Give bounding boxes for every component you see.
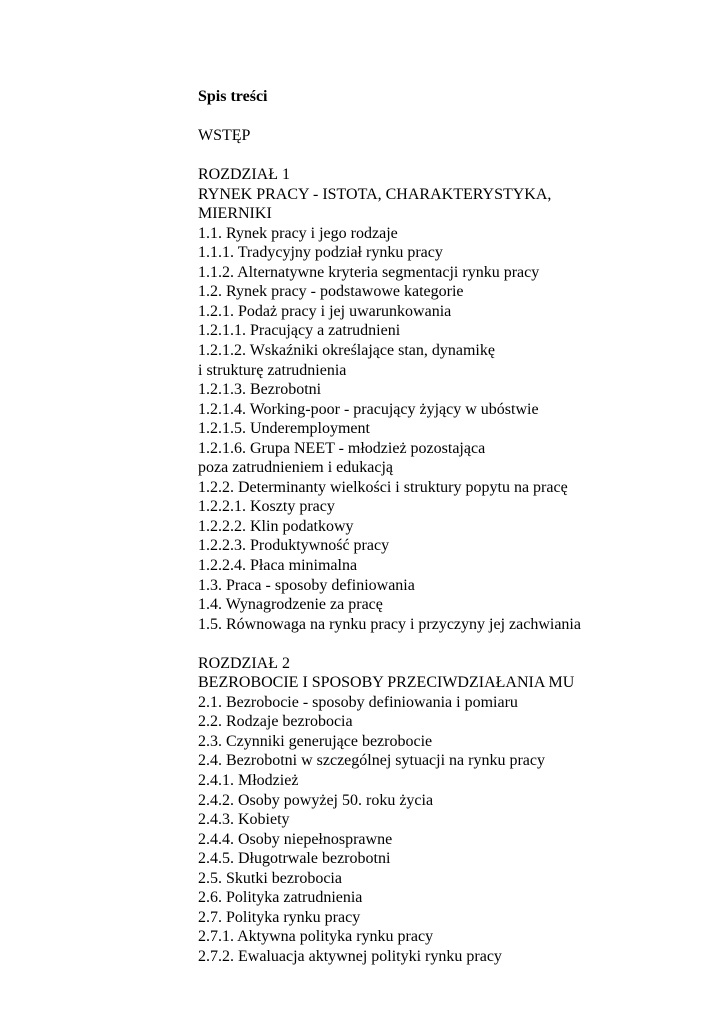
- toc-entry: 1.2.1.2. Wskaźniki określające stan, dynamikę: [198, 341, 495, 359]
- toc-entry: 1.2.1.1. Pracujący a zatrudnieni: [198, 322, 401, 340]
- toc-title: Spis treści: [198, 88, 268, 105]
- toc-intro: [198, 126, 698, 146]
- toc-entry: 2.1. Bezrobocie - sposoby definiowania i pomiaru: [198, 693, 518, 711]
- toc-entry: 1.2. Rynek pracy - podstawowe kategorie: [198, 283, 464, 301]
- toc-entry: 1.2.1.5. Underemployment: [198, 420, 370, 438]
- spacer: [198, 107, 698, 126]
- spacer: [198, 634, 698, 654]
- toc-entry: 2.4.1. Młodzież: [198, 771, 299, 789]
- toc-entry: 2.4. Bezrobotni w szczególnej sytuacji na rynku pracy: [198, 752, 545, 770]
- toc-entry: 1.5. Równowaga na rynku pracy i przyczyny jej zachwiania: [198, 615, 581, 633]
- toc-entry: 1.4. Wynagrodzenie za pracę: [198, 596, 383, 614]
- toc-entry: 2.7. Polityka rynku pracy: [198, 908, 361, 926]
- toc-entry-intro: WSTĘP: [198, 127, 251, 144]
- toc-entry: 2.4.4. Osoby niepełnosprawne: [198, 830, 393, 848]
- toc-entry: 1.2.1. Podaż pracy i jej uwarunkowania: [198, 302, 452, 320]
- toc-entry: 1.3. Praca - sposoby definiowania: [198, 576, 415, 594]
- spacer: [198, 146, 698, 166]
- toc-entry: 2.3. Czynniki generujące bezrobocie: [198, 732, 433, 750]
- toc-entry: 2.6. Polityka zatrudnienia: [198, 889, 363, 907]
- toc-entry: 1.1. Rynek pracy i jego rodzaje: [198, 224, 398, 242]
- toc-entry: 2.5. Skutki bezrobocia: [198, 869, 342, 887]
- table-of-contents: [198, 87, 698, 966]
- toc-entry: 1.2.1.4. Working-poor - pracujący żyjący w ubóstwie: [198, 400, 539, 418]
- toc-entry: ROZDZIAŁ 1: [198, 166, 290, 184]
- toc-entry: i strukturę zatrudnienia: [198, 361, 347, 379]
- toc-entry: RYNEK PRACY - ISTOTA, CHARAKTERYSTYKA,: [198, 185, 552, 203]
- toc-entry: 2.4.3. Kobiety: [198, 811, 290, 829]
- toc-entry: 2.4.5. Długotrwale bezrobotni: [198, 850, 391, 868]
- toc-entry: 1.1.1. Tradycyjny podział rynku pracy: [198, 244, 443, 262]
- toc-entry: 2.2. Rodzaje bezrobocia: [198, 713, 353, 731]
- toc-entry: 2.7.1. Aktywna polityka rynku pracy: [198, 928, 434, 946]
- toc-chapter-1: [198, 165, 698, 634]
- toc-chapter-2: [198, 654, 698, 967]
- toc-entry: 1.2.2.4. Płaca minimalna: [198, 556, 358, 574]
- toc-entry: 2.7.2. Ewaluacja aktywnej polityki rynku pracy: [198, 947, 502, 965]
- toc-entry: 1.2.1.3. Bezrobotni: [198, 381, 322, 399]
- toc-entry: 1.2.1.6. Grupa NEET - młodzież pozostająca: [198, 439, 486, 457]
- toc-entry: 2.4.2. Osoby powyżej 50. roku życia: [198, 791, 434, 809]
- toc-entry: 1.2.2. Determinanty wielkości i struktury popytu na pracę: [198, 478, 568, 496]
- toc-entry: BEZROBOCIE I SPOSOBY PRZECIWDZIAŁANIA MU: [198, 674, 575, 692]
- toc-entry: 1.2.2.3. Produktywność pracy: [198, 537, 390, 555]
- toc-entry: ROZDZIAŁ 2: [198, 654, 290, 672]
- toc-entry: 1.2.2.1. Koszty pracy: [198, 498, 335, 516]
- toc-entry: poza zatrudnieniem i edukacją: [198, 459, 394, 477]
- toc-entry: 1.1.2. Alternatywne kryteria segmentacji rynku pracy: [198, 263, 540, 281]
- toc-entry: MIERNIKI: [198, 205, 272, 223]
- toc-entry: 1.2.2.2. Klin podatkowy: [198, 517, 354, 535]
